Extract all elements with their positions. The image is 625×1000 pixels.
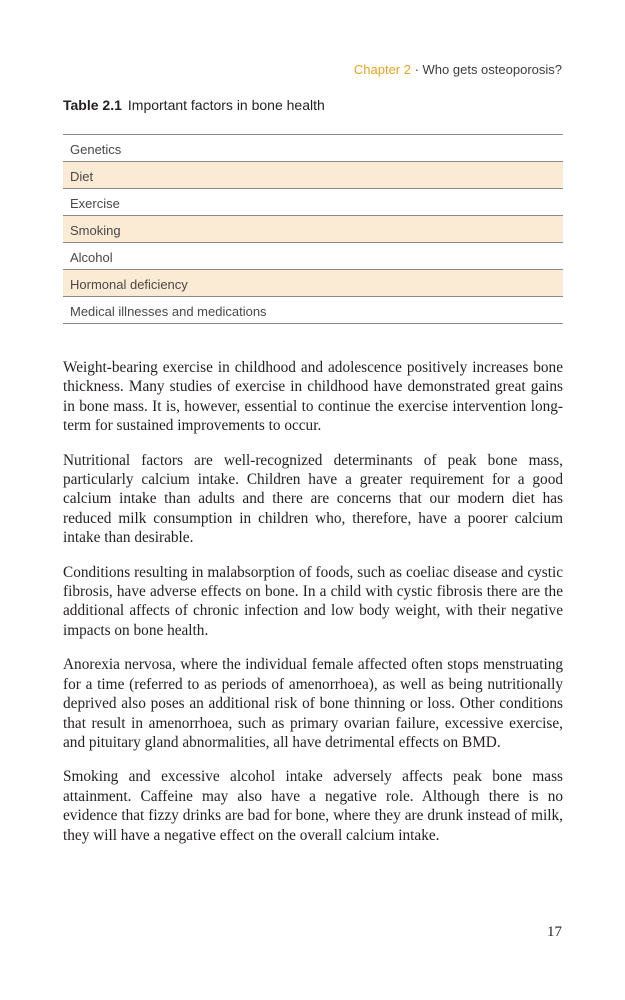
table-cell: Diet [70,169,94,184]
chapter-label: Chapter 2 [353,62,411,77]
paragraph: Conditions resulting in malabsorption of foods, such as coeliac disease and cystic fibrosis, have adverse effects on bone. In a child with cystic fibrosis there are the additional affects of chronic infection and low body weight, with their negative impacts on bone health. [63,563,563,639]
page-number: 17 [547,924,562,940]
table-caption [63,97,325,113]
table-row [63,162,563,189]
running-head [354,62,562,77]
table-cell: Smoking [70,223,121,238]
paragraph: Smoking and excessive alcohol intake adversely affects peak bone mass attainment. Caffeine may also have a negative role. Although there is no evidence that fizzy drinks are bad for bone, where they are drunk instead of milk, they will have a negative effect on the overall calcium intake. [63,768,563,844]
running-head-separator: · [410,62,423,77]
factors-table [63,134,563,324]
table-row [63,243,563,270]
body-text [63,358,563,860]
table-row [63,270,563,297]
paragraph: Weight-bearing exercise in childhood and adolescence positively increases bone thickness. Many studies of exercise in childhood have demonstrated great gains in bone mass. It is, however, essential to continue the exercise intervention long-term for sustained improvements to occur. [63,359,563,435]
table-cell: Medical illnesses and medications [70,304,267,319]
paragraph: Nutritional factors are well-recognized determinants of peak bone mass, particularly calcium intake. Children have a greater requirement for a good calcium intake than adults and there are concerns that our modern diet has reduced milk consumption in children who, therefore, have a poorer calcium intake than desirable. [63,451,563,547]
table-cell: Alcohol [70,250,113,265]
paragraph: Anorexia nervosa, where the individual female affected often stops menstruating for a time (referred to as periods of amenorrhoea), as well as being nutritionally deprived also poses an additional risk of bone thinning or loss. Other conditions that result in amenorrhoea, such as primary ovarian failure, excessive exercise, and pituitary gland abnormalities, all have detrimental effects on BMD. [63,656,563,751]
table-cell: Genetics [70,142,122,157]
table-row [63,135,563,162]
chapter-title: Who gets osteoporosis? [422,62,562,77]
table-row [63,216,563,243]
table-cell: Exercise [70,196,120,211]
table-row [63,189,563,216]
table-number: Table 2.1 [63,97,122,113]
table-row [63,297,563,324]
table-title: Important factors in bone health [127,97,325,113]
table-cell: Hormonal deficiency [70,277,188,292]
